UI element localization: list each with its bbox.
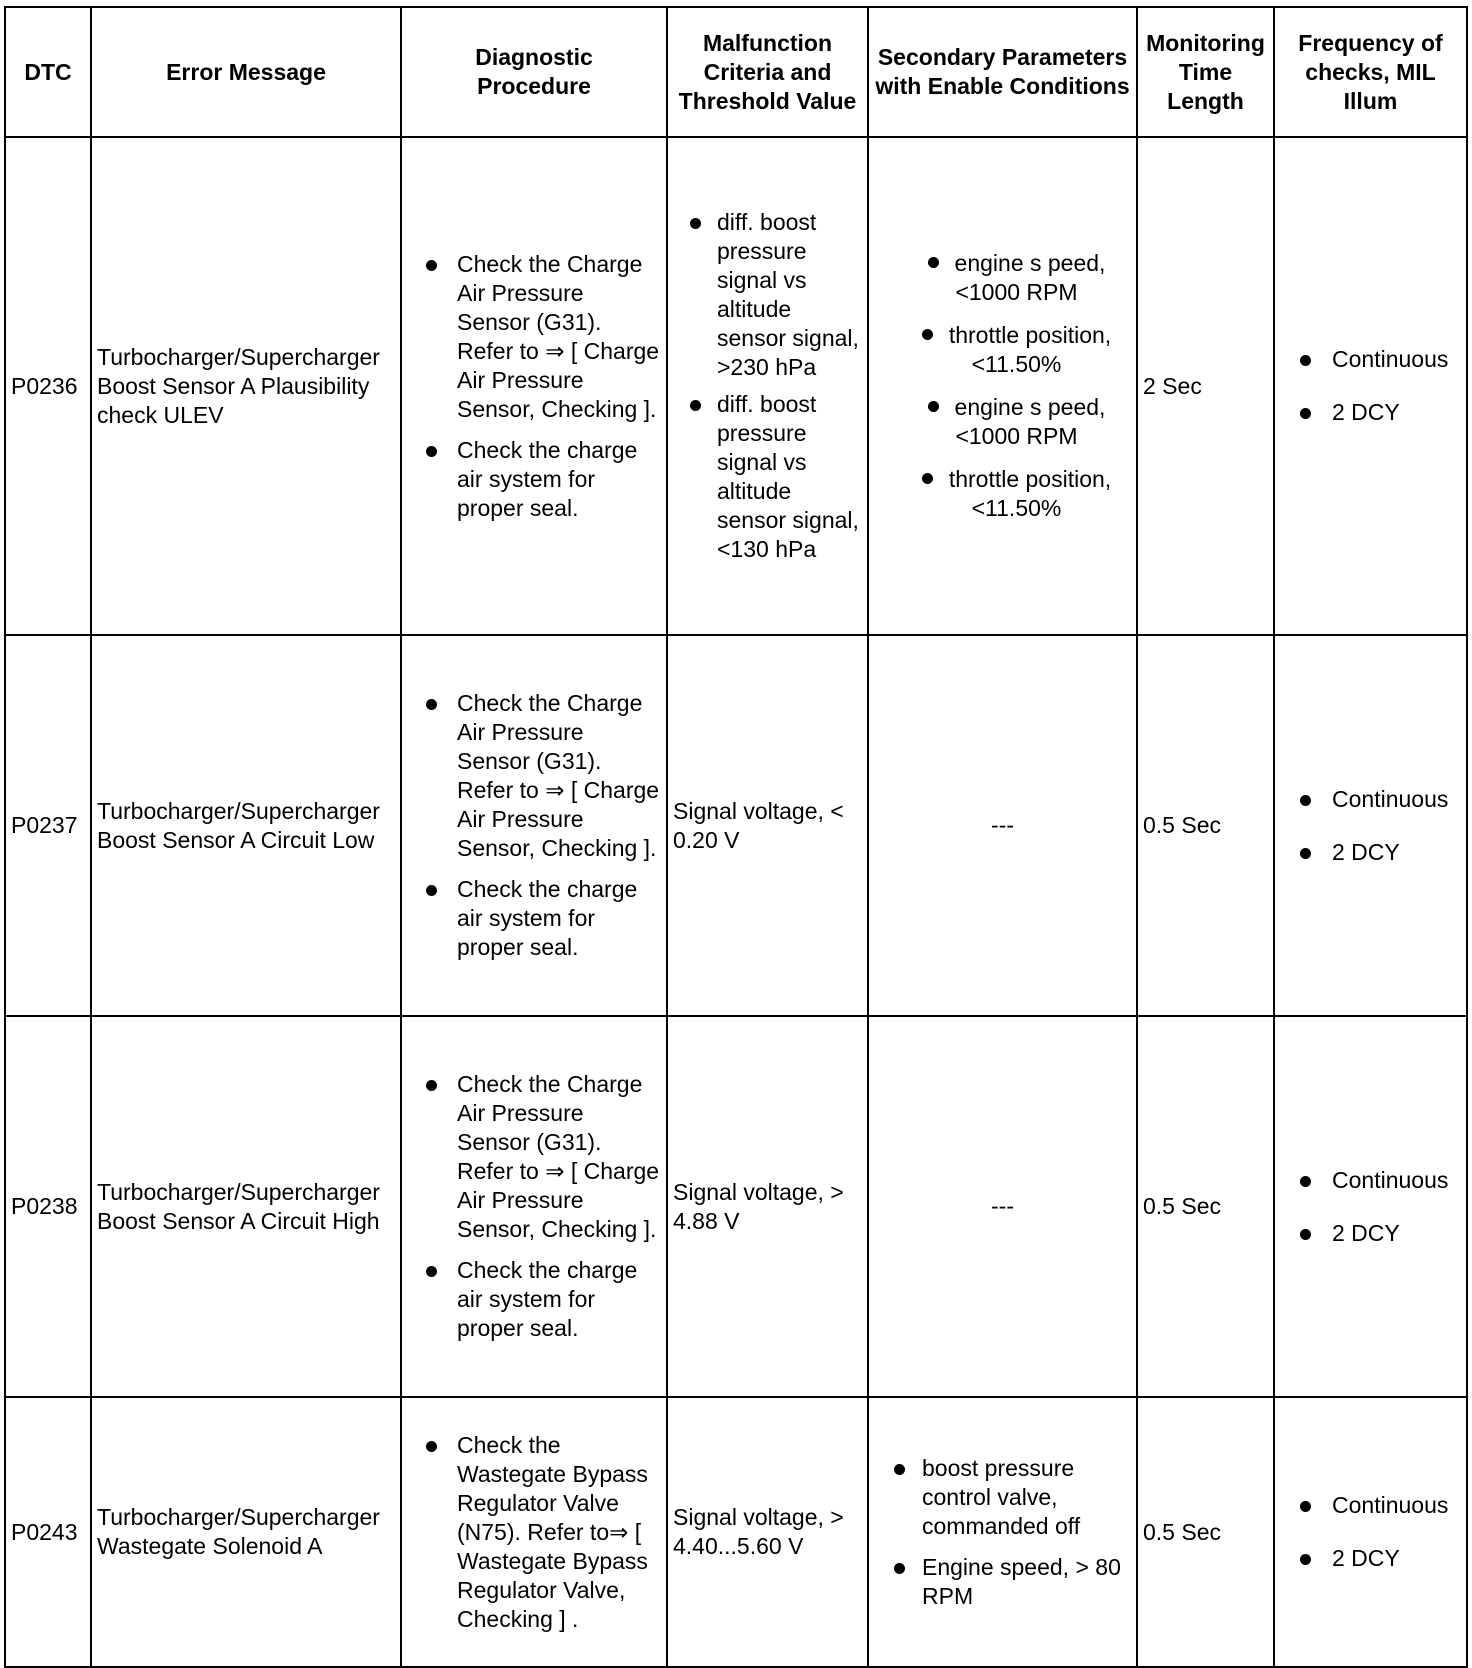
bullet-icon [1300,1554,1311,1565]
dtc-code: P0238 [5,1016,91,1397]
malfunction-criteria: Signal voltage, > 4.88 V [667,1016,868,1397]
list-item: Engine speed, > 80 RPM [874,1553,1131,1611]
monitoring-time: 0.5 Sec [1137,1016,1274,1397]
dtc-code: P0237 [5,635,91,1016]
list-item: throttle position, <11.50% [874,465,1131,523]
table-row [5,1016,1467,1397]
header-frequency: Frequency of checks, MIL Illum [1274,7,1467,137]
bullet-icon [1300,1229,1311,1240]
bullet-icon [1300,1176,1311,1187]
bullet-icon [426,885,437,896]
monitoring-time: 2 Sec [1137,137,1274,635]
malfunction-criteria: Signal voltage, > 4.40...5.60 V [667,1397,868,1667]
diagnostic-procedure [401,1397,667,1667]
error-message: Turbocharger/Supercharger Boost Sensor A Circuit Low [91,635,401,1016]
bullet-icon [426,446,437,457]
table-row [5,137,1467,635]
bullet-icon [426,1080,437,1091]
header-malfunction-criteria: Malfunction Criteria and Threshold Value [667,7,868,137]
error-message: Turbocharger/Supercharger Wastegate Solenoid A [91,1397,401,1667]
list-item: Check the charge air system for proper seal. [407,1256,661,1343]
malfunction-criteria: Signal voltage, < 0.20 V [667,635,868,1016]
list-item: boost pressure control valve, commanded off [874,1454,1131,1541]
bullet-icon [922,473,933,484]
list-item: diff. boost pressure signal vs altitude sensor signal, >230 hPa [673,208,862,382]
list-item: Check the Charge Air Pressure Sensor (G31). Refer to ⇒ [ Charge Air Pressure Sensor, Checking ]. [407,1070,661,1244]
bullet-icon [690,400,701,411]
diagnostic-procedure [401,137,667,635]
bullet-icon [1300,1501,1311,1512]
list-item: Check the Wastegate Bypass Regulator Valve (N75). Refer to⇒ [ Wastegate Bypass Regulator Valve, Checking ] . [407,1431,661,1634]
frequency [1274,1397,1467,1667]
list-item: 2 DCY [1280,1544,1461,1573]
table-row [5,1397,1467,1667]
header-monitoring-time: Monitoring Time Length [1137,7,1274,137]
bullet-icon [922,329,933,340]
secondary-parameters [868,1397,1137,1667]
list-item: Continuous [1280,1166,1461,1195]
list-item: Check the charge air system for proper seal. [407,436,661,523]
header-row [5,7,1467,137]
list-item: Continuous [1280,785,1461,814]
header-diagnostic-procedure: Diagnostic Procedure [401,7,667,137]
bullet-icon [894,1464,905,1475]
bullet-icon [1300,408,1311,419]
malfunction-criteria [667,137,868,635]
list-item: 2 DCY [1280,838,1461,867]
table-row [5,635,1467,1016]
secondary-parameters [868,137,1137,635]
bullet-icon [928,401,939,412]
bullet-icon [426,699,437,710]
list-item: throttle position, <11.50% [874,321,1131,379]
header-dtc: DTC [5,7,91,137]
bullet-icon [426,1266,437,1277]
header-secondary-parameters: Secondary Parameters with Enable Conditions [868,7,1137,137]
diagnostic-procedure [401,1016,667,1397]
bullet-icon [1300,795,1311,806]
bullet-icon [1300,355,1311,366]
header-error-message: Error Message [91,7,401,137]
list-item: engine s peed, <1000 RPM [874,393,1131,451]
bullet-icon [426,260,437,271]
list-item: Check the Charge Air Pressure Sensor (G31). Refer to ⇒ [ Charge Air Pressure Sensor, Checking ]. [407,689,661,863]
monitoring-time: 0.5 Sec [1137,1397,1274,1667]
bullet-icon [690,218,701,229]
list-item: Continuous [1280,1491,1461,1520]
dtc-code: P0236 [5,137,91,635]
diagnostic-procedure [401,635,667,1016]
bullet-icon [928,257,939,268]
error-message: Turbocharger/Supercharger Boost Sensor A Plausibility check ULEV [91,137,401,635]
bullet-icon [426,1441,437,1452]
frequency [1274,137,1467,635]
list-item: diff. boost pressure signal vs altitude sensor signal, <130 hPa [673,390,862,564]
bullet-icon [1300,848,1311,859]
error-message: Turbocharger/Supercharger Boost Sensor A Circuit High [91,1016,401,1397]
bullet-icon [894,1563,905,1574]
secondary-parameters: --- [868,1016,1137,1397]
list-item: Continuous [1280,345,1461,374]
list-item: engine s peed, <1000 RPM [874,249,1131,307]
dtc-code: P0243 [5,1397,91,1667]
frequency [1274,1016,1467,1397]
dtc-table [4,6,1468,1668]
monitoring-time: 0.5 Sec [1137,635,1274,1016]
frequency [1274,635,1467,1016]
list-item: 2 DCY [1280,398,1461,427]
secondary-parameters: --- [868,635,1137,1016]
list-item: Check the charge air system for proper seal. [407,875,661,962]
list-item: Check the Charge Air Pressure Sensor (G31). Refer to ⇒ [ Charge Air Pressure Sensor, Checking ]. [407,250,661,424]
list-item: 2 DCY [1280,1219,1461,1248]
